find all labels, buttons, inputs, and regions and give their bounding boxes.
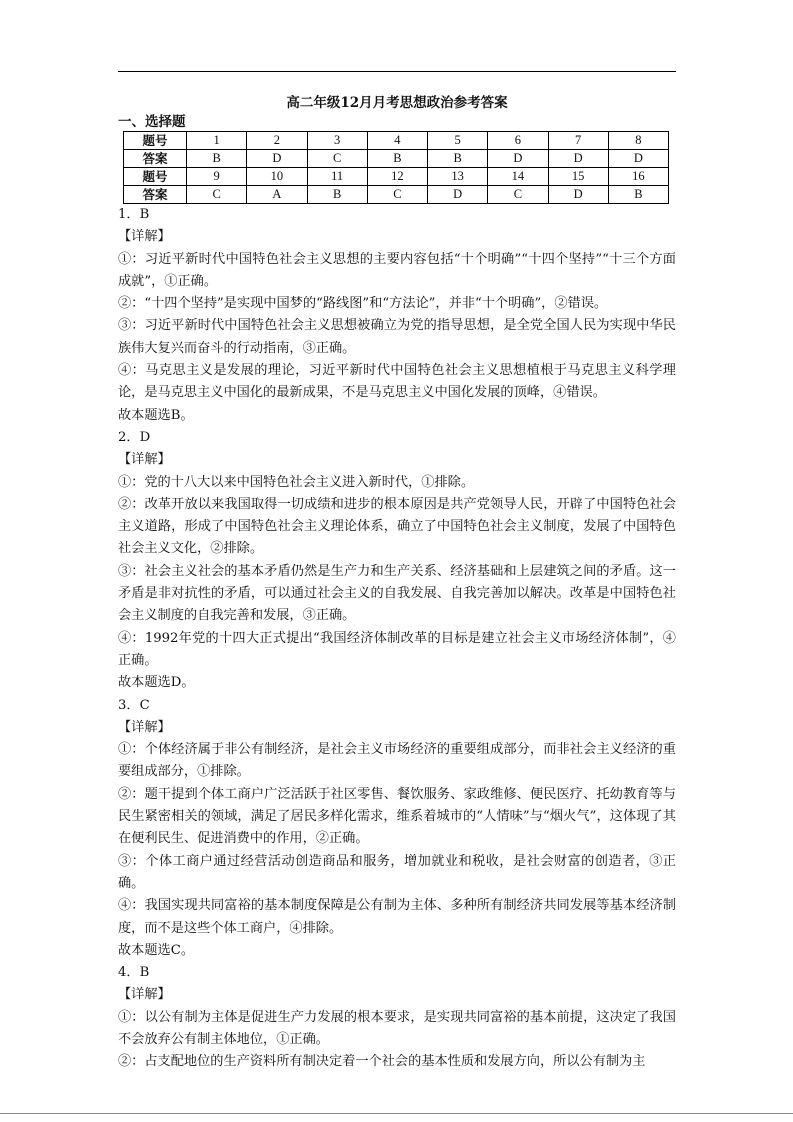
section-title: 一、选择题	[118, 114, 186, 130]
detail-label: 【详解】	[118, 452, 171, 468]
answer-table-row-label: 答案	[124, 186, 187, 204]
answer-table-cell: 9	[187, 168, 247, 186]
explanation-paragraph: ②：“十四个坚持”是实现中国梦的“路线图”和“方法论”，并非“十个明确”，②错误。	[118, 296, 608, 312]
answer-table-cell: D	[428, 186, 488, 204]
answer-table-cell: D	[247, 150, 307, 168]
answer-table-cell: 14	[488, 168, 548, 186]
answer-table-cell: 4	[367, 132, 427, 150]
header-rule	[118, 71, 676, 72]
explanation-paragraph: ④：马克思主义是发展的理论，习近平新时代中国特色社会主义思想植根于马克思主义科学理论，是马克思主义中国化的最新成果，不是马克思主义中国化发展的顶峰，④错误。	[118, 363, 676, 401]
answer-table-cell: 13	[428, 168, 488, 186]
answer-table-cell: B	[608, 186, 668, 204]
explanation-paragraph: ①：习近平新时代中国特色社会主义思想的主要内容包括“十个明确”“十四个坚持”“十三个方面成就”，①正确。	[118, 251, 676, 289]
answer-table-row	[124, 150, 669, 168]
question-number: 4．B	[118, 965, 150, 981]
answer-conclusion: 故本题选D。	[118, 675, 195, 691]
answer-table-cell: 10	[247, 168, 307, 186]
footer-rule	[0, 1113, 793, 1114]
question-number: 1．B	[118, 207, 150, 222]
explanation-paragraph: ④：1992年党的十四大正式提出“我国经济体制改革的目标是建立社会主义市场经济体制”，④正确。	[118, 630, 676, 668]
answer-table-cell: B	[428, 150, 488, 168]
answer-table-cell: D	[548, 150, 608, 168]
answer-table-cell: D	[488, 150, 548, 168]
answer-table-cell: 6	[488, 132, 548, 150]
answer-table-cell: 7	[548, 132, 608, 150]
explanation-paragraph: ②：改革开放以来我国取得一切成绩和进步的根本原因是共产党领导人民，开辟了中国特色社会主义道路，形成了中国特色社会主义理论体系，确立了中国特色社会主义制度，发展了中国特色社会主义文化，②排除。	[118, 496, 676, 557]
explanation-paragraph: ③：个体工商户通过经营活动创造商品和服务，增加就业和税收，是社会财富的创造者，③正确。	[118, 853, 676, 891]
explanation-paragraph: ①：个体经济属于非公有制经济，是社会主义市场经济的重要组成部分，而非社会主义经济的重要组成部分，①排除。	[118, 742, 676, 780]
explanation-paragraph: ④：我国实现共同富裕的基本制度保障是公有制为主体、多种所有制经济共同发展等基本经济制度，而不是这些个体工商户，④排除。	[118, 898, 676, 936]
document-body	[118, 93, 676, 1074]
answer-table-cell: 15	[548, 168, 608, 186]
explanation-paragraph: ③：习近平新时代中国特色社会主义思想被确立为党的指导思想，是全党全国人民为实现中华民族伟大复兴而奋斗的行动指南，③正确。	[118, 318, 676, 356]
explanation-paragraph: ②：题干提到个体工商户广泛活跃于社区零售、餐饮服务、家政维修、便民医疗、托幼教育等与民生紧密相关的领域，满足了居民多样化需求，维系着城市的“人情味”与“烟火气”，这体现了其在便利民生、促进消费中的作用，②正确。	[118, 786, 676, 847]
detail-label: 【详解】	[118, 229, 171, 245]
answer-table-cell: 12	[367, 168, 427, 186]
answer-table-cell: 8	[608, 132, 668, 150]
answer-table-row-label: 题号	[124, 168, 187, 186]
question-block	[118, 427, 676, 695]
detail-label: 【详解】	[118, 719, 171, 735]
answer-table-cell: A	[247, 186, 307, 204]
answer-table	[123, 131, 669, 204]
question-block	[118, 962, 676, 1073]
answer-table-cell: 5	[428, 132, 488, 150]
explanation-paragraph: ①：以公有制为主体是促进生产力发展的根本要求，是实现共同富裕的基本前提，这决定了我国不会放弃公有制主体地位，①正确。	[118, 1009, 676, 1047]
answer-conclusion: 故本题选B。	[118, 407, 194, 423]
answer-table-cell: D	[608, 150, 668, 168]
answer-table-cell: C	[488, 186, 548, 204]
answer-table-cell: 11	[307, 168, 367, 186]
answer-table-cell: 1	[187, 132, 247, 150]
answer-conclusion: 故本题选C。	[118, 942, 195, 958]
answer-table-cell: D	[548, 186, 608, 204]
explanation-paragraph: ①：党的十八大以来中国特色社会主义进入新时代，①排除。	[118, 474, 475, 490]
answer-table-cell: C	[367, 186, 427, 204]
answer-table-cell: 2	[247, 132, 307, 150]
answer-table-cell: C	[187, 186, 247, 204]
answer-table-cell: C	[307, 150, 367, 168]
question-number: 3．C	[118, 697, 150, 713]
explanation-paragraph: ②：占支配地位的生产资料所有制决定着一个社会的基本性质和发展方向，所以公有制为主	[118, 1054, 646, 1070]
detail-label: 【详解】	[118, 987, 171, 1003]
answer-table-cell: 16	[608, 168, 668, 186]
answer-table-row-label: 答案	[124, 150, 187, 168]
answer-table-row	[124, 186, 669, 204]
answer-explanations	[118, 204, 676, 1074]
explanation-paragraph: ③：社会主义社会的基本矛盾仍然是生产力和生产关系、经济基础和上层建筑之间的矛盾。这一矛盾是非对抗性的矛盾，可以通过社会主义的自我发展、自我完善加以解决。改革是中国特色社会主义制度的自我完善和发展，③正确。	[118, 563, 676, 624]
page-title: 高二年级12月月考思想政治参考答案	[286, 95, 508, 111]
question-block	[118, 204, 676, 427]
answer-table-row	[124, 168, 669, 186]
answer-table-row-label: 题号	[124, 132, 187, 150]
question-block	[118, 695, 676, 963]
answer-table-cell: B	[187, 150, 247, 168]
answer-table-cell: B	[367, 150, 427, 168]
question-number: 2．D	[118, 429, 151, 445]
answer-table-cell: 3	[307, 132, 367, 150]
answer-table-row	[124, 132, 669, 150]
answer-table-cell: B	[307, 186, 367, 204]
